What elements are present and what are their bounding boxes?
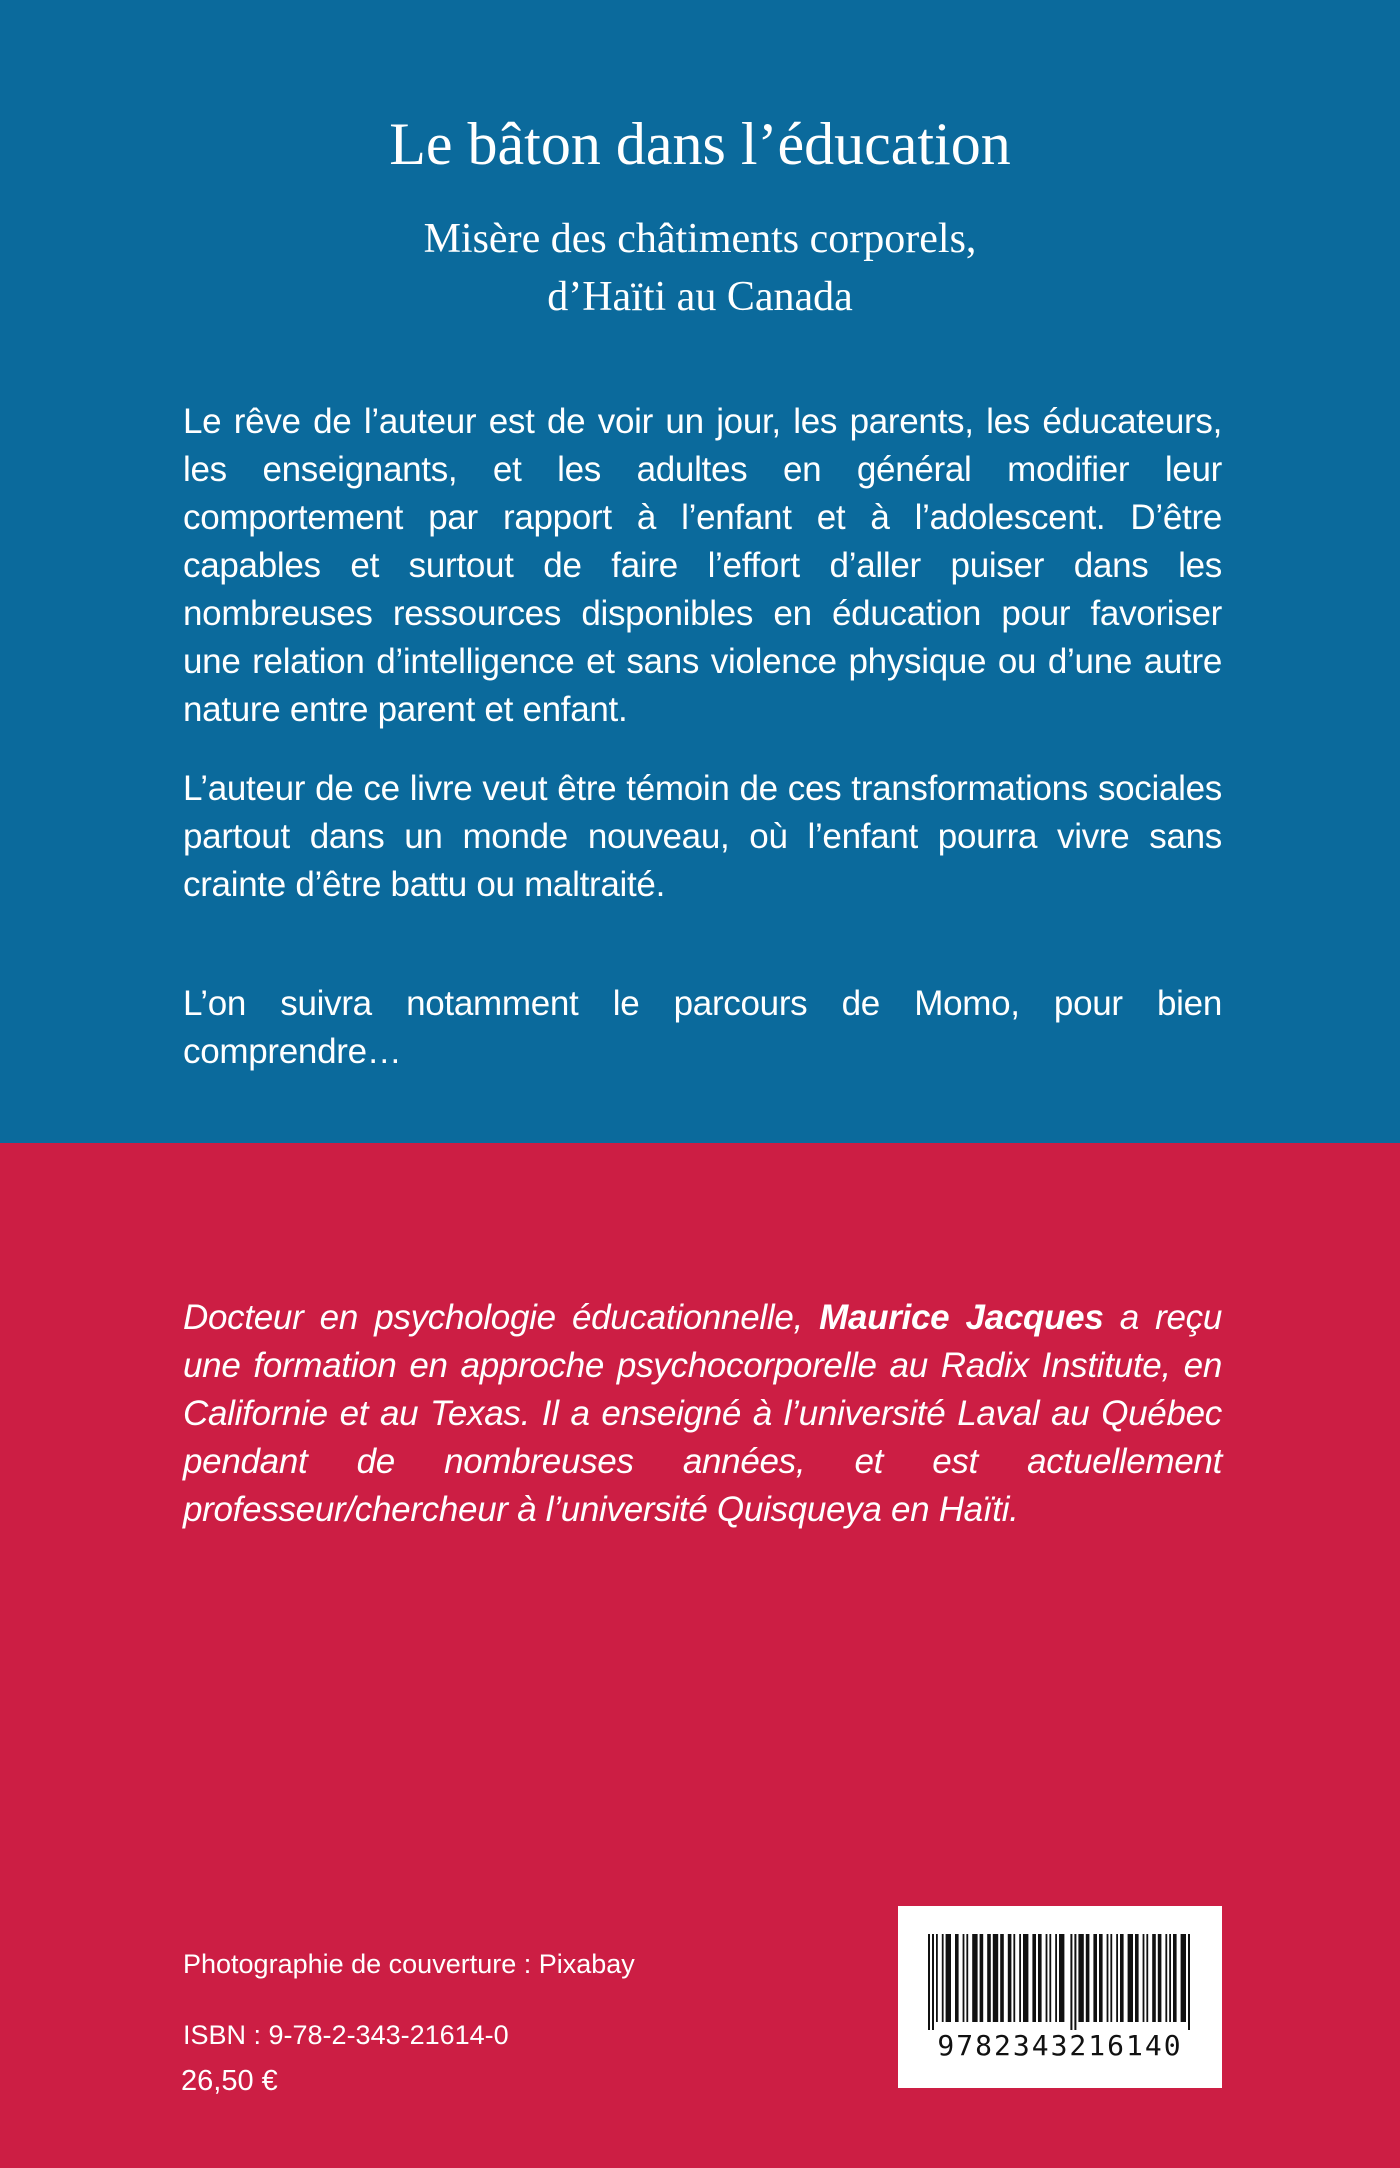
barcode-bar bbox=[1158, 1934, 1162, 2022]
book-subtitle bbox=[0, 210, 1400, 326]
barcode-bar bbox=[1055, 1934, 1057, 2022]
barcode-bar bbox=[936, 1934, 938, 2022]
barcode-bar bbox=[987, 1934, 991, 2022]
barcode-bar bbox=[1019, 1934, 1021, 2022]
summary-paragraph-1: Le rêve de l’auteur est de voir un jour, les parents, les éducateurs, les enseignants, et les adultes en général modifier leur comportement par rapport à l’enfant et à l’adolescent. D’être capables et surtout de faire l’effort d’aller puiser dans les nombreuses ressources disponibles en éducation pour favoriser une relation d’intelligence et sans violence physique ou d’une autre nature entre parent et enfant. bbox=[183, 402, 1222, 729]
book-title: Le bâton dans l’éducation bbox=[389, 111, 1011, 177]
barcode-bar bbox=[955, 1934, 959, 2022]
barcode-bar bbox=[1188, 1934, 1190, 2030]
barcode-bar bbox=[1070, 1934, 1072, 2030]
barcode-bar bbox=[942, 1934, 944, 2022]
barcode-bar bbox=[1093, 1934, 1097, 2022]
author-bio bbox=[183, 1294, 1222, 1534]
barcode-bar bbox=[1059, 1934, 1064, 2022]
barcode-bar bbox=[980, 1934, 984, 2022]
subtitle-line-2: d’Haïti au Canada bbox=[547, 274, 853, 320]
price: 26,50 € bbox=[181, 2065, 278, 2097]
barcode-bar bbox=[1032, 1934, 1036, 2022]
barcode-bar bbox=[1116, 1934, 1118, 2022]
barcode-bar bbox=[993, 1934, 998, 2022]
summary-paragraph-2: L’auteur de ce livre veut être témoin de ces transformations sociales partout dans un monde nouveau, où l’enfant pourra vivre sans crainte d’être battu ou maltraité. bbox=[183, 769, 1222, 904]
barcode-bar bbox=[1135, 1934, 1139, 2022]
barcode-bar bbox=[1038, 1934, 1042, 2022]
barcode-bar bbox=[1107, 1934, 1109, 2022]
subtitle-line-1: Misère des châtiments corporels, bbox=[423, 216, 977, 262]
barcode-bar bbox=[1000, 1934, 1004, 2022]
barcode bbox=[898, 1906, 1222, 2088]
barcode-bar bbox=[1120, 1934, 1124, 2022]
barcode-bar bbox=[1023, 1934, 1028, 2022]
barcode-bar bbox=[928, 1934, 930, 2030]
barcode-bar bbox=[1169, 1934, 1171, 2022]
barcode-bar bbox=[1165, 1934, 1167, 2022]
barcode-bar bbox=[1046, 1934, 1048, 2022]
barcode-bar bbox=[1074, 1934, 1076, 2030]
isbn: ISBN : 9-78-2-343-21614-0 bbox=[183, 2020, 509, 2050]
barcode-bar bbox=[966, 1934, 968, 2022]
barcode-bars bbox=[928, 1934, 1192, 2030]
barcode-bar bbox=[1086, 1934, 1090, 2022]
summary-paragraph-3: L’on suivra notamment le parcours de Momo, pour bien comprendre… bbox=[183, 984, 1222, 1071]
barcode-bar bbox=[946, 1934, 951, 2022]
author-bio-intro: Docteur en psychologie éducationnelle, bbox=[183, 1298, 820, 1337]
barcode-bar bbox=[1152, 1934, 1156, 2022]
barcode-bar bbox=[972, 1934, 977, 2022]
barcode-bar bbox=[1099, 1934, 1103, 2022]
author-bio-details: a reçu une formation en approche psychocorporelle au Radix Institute, en Californie et au Texas. Il a enseigné à l’université Laval au Québec pendant de nombreuses années, et est actuellement professeur/chercheur à l’université Quisqueya en Haïti. bbox=[183, 1298, 1222, 1529]
barcode-bar bbox=[1146, 1934, 1148, 2022]
photo-credit: Photographie de couverture : Pixabay bbox=[183, 1949, 635, 1979]
barcode-bar bbox=[1143, 1934, 1145, 2022]
barcode-bar bbox=[1049, 1934, 1051, 2022]
barcode-bar bbox=[963, 1934, 965, 2022]
barcode-number: 9782343216140 bbox=[937, 2029, 1183, 2062]
barcode-bar bbox=[1008, 1934, 1012, 2022]
barcode-bar bbox=[1128, 1934, 1133, 2022]
barcode-bar bbox=[1173, 1934, 1177, 2022]
barcode-bar bbox=[932, 1934, 934, 2030]
barcode-bar bbox=[1110, 1934, 1112, 2022]
author-name: Maurice Jacques bbox=[819, 1298, 1104, 1337]
barcode-bar bbox=[1013, 1934, 1015, 2022]
barcode-bar bbox=[1078, 1934, 1083, 2022]
barcode-bar bbox=[1181, 1934, 1186, 2022]
